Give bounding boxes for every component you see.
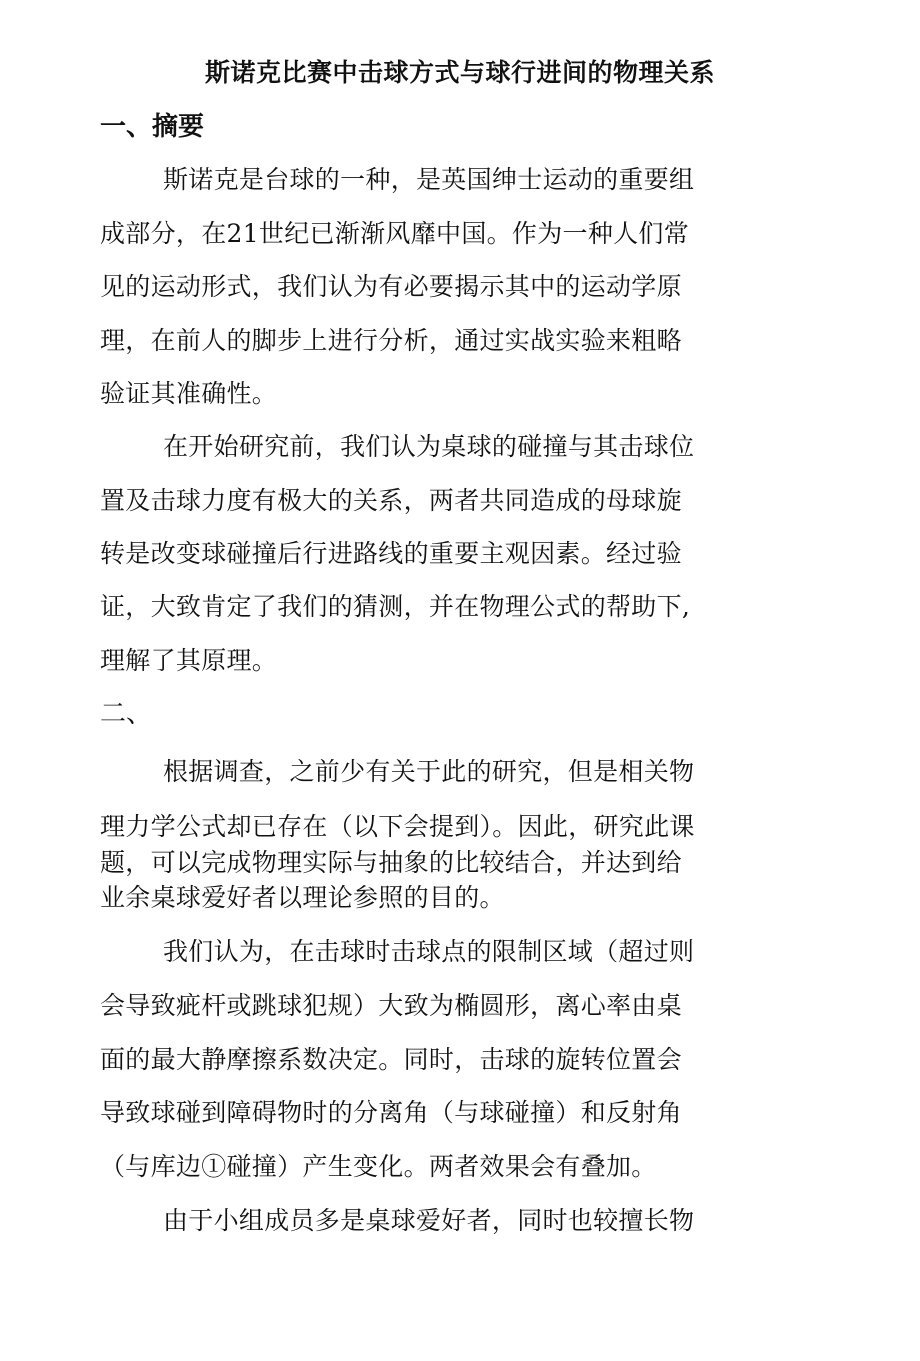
paragraph-line: 置及击球力度有极大的关系，两者共同造成的母球旋	[100, 486, 682, 515]
section-heading-two: 二、	[100, 699, 153, 729]
paragraph-line: 根据调查，之前少有关于此的研究，但是相关物	[163, 757, 695, 786]
paragraph-line: 验证其准确性。	[100, 379, 278, 408]
paragraph-line: 转是改变球碰撞后行进路线的重要主观因素。经过验	[100, 539, 682, 568]
paragraph-line: 会导致疵杆或跳球犯规）大致为椭圆形，离心率由桌	[100, 991, 682, 1020]
paragraph-line: 斯诺克是台球的一种，是英国绅士运动的重要组	[163, 165, 695, 194]
paragraph-line: 理解了其原理。	[100, 646, 278, 675]
paragraph-line: 成部分，在21世纪已渐渐风靡中国。作为一种人们常	[100, 219, 690, 248]
paragraph-line: 导致球碰到障碍物时的分离角（与球碰撞）和反射角	[100, 1098, 682, 1127]
paragraph-line: 在开始研究前，我们认为桌球的碰撞与其击球位	[163, 432, 695, 461]
paragraph-line: 理，在前人的脚步上进行分析，通过实战实验来粗略	[100, 326, 682, 355]
paragraph-line: （与库边①碰撞）产生变化。两者效果会有叠加。	[100, 1152, 657, 1181]
paragraph-line: 面的最大静摩擦系数决定。同时，击球的旋转位置会	[100, 1045, 682, 1074]
paragraph-line: 题，可以完成物理实际与抽象的比较结合，并达到给	[100, 848, 682, 877]
paragraph-line: 由于小组成员多是桌球爱好者，同时也较擅长物	[163, 1206, 695, 1235]
paragraph-line: 理力学公式却已存在（以下会提到）。因此，研究此课	[100, 812, 695, 841]
section-heading-abstract: 一、摘要	[100, 112, 205, 142]
paragraph-line: 证，大致肯定了我们的猜测，并在物理公式的帮助下,	[100, 592, 691, 621]
paragraph-line: 我们认为，在击球时击球点的限制区域（超过则	[163, 937, 695, 966]
paragraph-line: 见的运动形式，我们认为有必要揭示其中的运动学原	[100, 272, 682, 301]
paragraph-line: 业余桌球爱好者以理论参照的目的。	[100, 883, 505, 912]
document-title: 斯诺克比赛中击球方式与球行进间的物理关系	[204, 58, 715, 87]
